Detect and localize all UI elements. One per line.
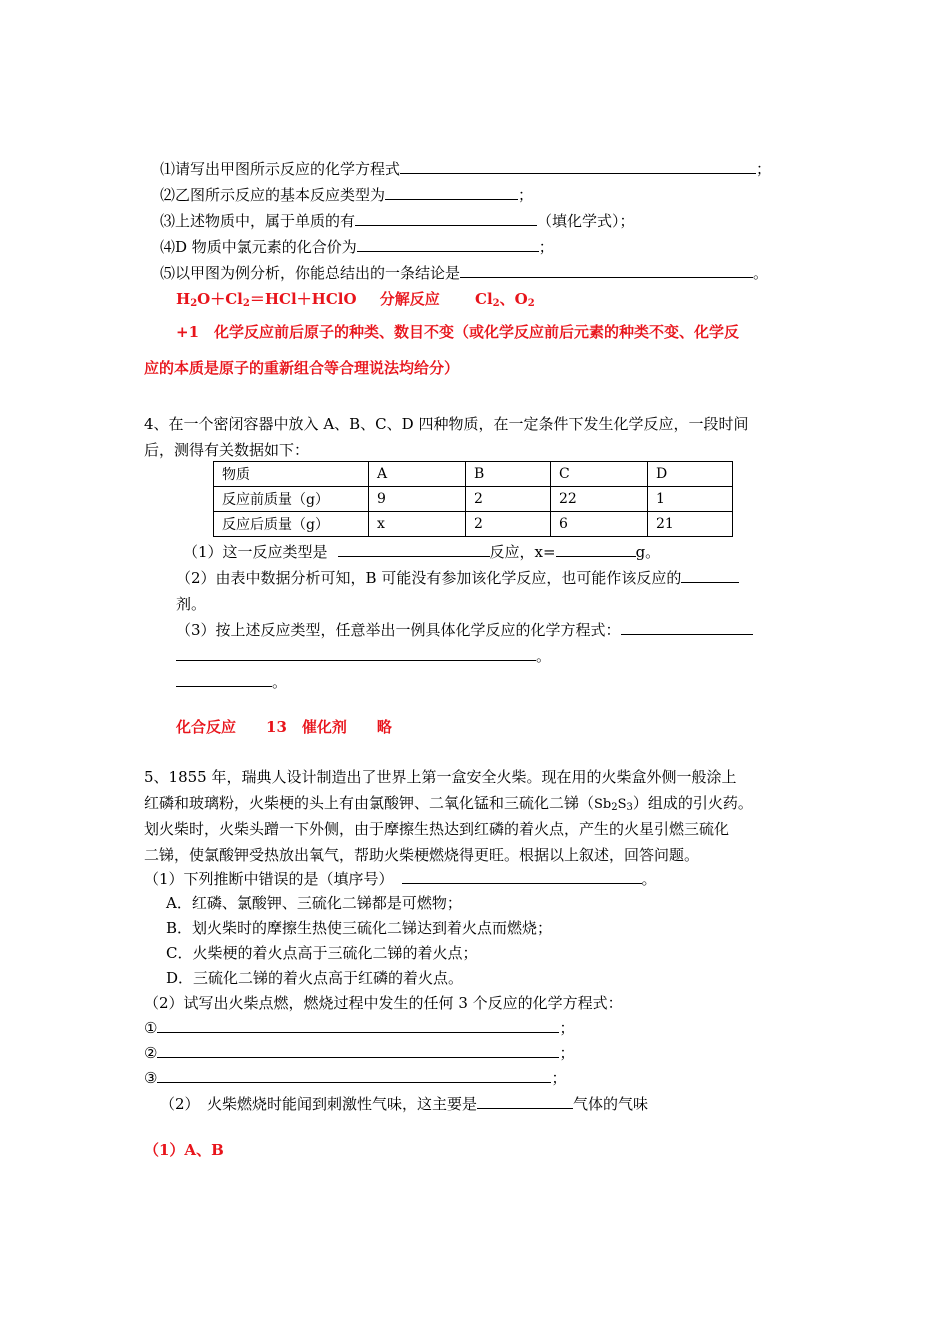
- answer-blank[interactable]: [621, 620, 753, 635]
- answer-blank[interactable]: [402, 869, 642, 884]
- table-row: 反应前质量（g） 9 2 22 1: [214, 487, 733, 512]
- answer-blank[interactable]: [338, 542, 490, 557]
- option-b: B．划火柴时的摩擦生热使三硫化二锑达到着火点而燃烧；: [166, 919, 553, 937]
- answer-blank[interactable]: [357, 237, 539, 252]
- elements: $Cl_2$、$O_2$: [475, 290, 535, 309]
- answer-blank[interactable]: [385, 185, 518, 200]
- equation-blank-3: ③ ；: [144, 1069, 567, 1087]
- answer-blank[interactable]: [681, 568, 739, 583]
- q5-sub2: （2）试写出火柴点燃，燃烧过程中发生的任何 3 个反应的化学方程式：: [144, 994, 623, 1012]
- table-header-row: 物质 A B C D: [214, 462, 733, 487]
- answer-blank[interactable]: [460, 263, 753, 278]
- q4-sub2-cont: 剂。: [176, 595, 207, 613]
- q4-sub3: （3）按上述反应类型，任意举出一例具体化学反应的化学方程式：: [176, 620, 753, 640]
- q4-sub2: （2）由表中数据分析可知，B 可能没有参加该化学反应，也可能作该反应的: [176, 568, 739, 588]
- answer-q5: （1）A、B: [144, 1141, 224, 1159]
- q3-sub4: ⑷D 物质中氯元素的化合价为 ；: [160, 238, 554, 256]
- q4-sub1: （1）这一反应类型是 反应，x= g。: [183, 543, 661, 561]
- q4-stem-line1: 4、在一个密闭容器中放入 A、B、C、D 四种物质，在一定条件下发生化学反应，一段时间: [144, 415, 749, 433]
- table-row: 反应后质量（g） x 2 6 21: [214, 512, 733, 537]
- q5-stem-line2: 红磷和玻璃粉，火柴梗的头上有由氯酸钾、二氧化锰和三硫化二锑$(Sb_2S_3)$组成的引火药。: [144, 794, 753, 813]
- q5-sub1: （1）下列推断中错误的是（填序号） 。: [144, 870, 657, 888]
- answer-blank[interactable]: [157, 1018, 559, 1033]
- answer-blank[interactable]: [400, 159, 756, 174]
- option-a: A．红磷、氯酸钾、三硫化二锑都是可燃物；: [166, 894, 462, 912]
- answer-blank[interactable]: [176, 646, 536, 661]
- answer-q3-line1: $H_2O+Cl_2=HCl+HClO$ 分解反应 $Cl_2$、$O_2$: [176, 290, 535, 309]
- q5-stem-line3: 划火柴时，火柴头蹭一下外侧，由于摩擦生热达到红磷的着火点，产生的火星引燃三硫化: [144, 820, 730, 838]
- answer-blank[interactable]: [556, 542, 636, 557]
- q4-stem-line2: 后，测得有关数据如下：: [144, 441, 310, 459]
- q3-sub5: ⑸以甲图为例分析，你能总结出的一条结论是 。: [160, 264, 769, 282]
- answer-blank[interactable]: [355, 211, 537, 226]
- option-c: C．火柴梗的着火点高于三硫化二锑的着火点；: [166, 944, 478, 962]
- answer-blank[interactable]: [157, 1068, 551, 1083]
- q5-sub3: （2） 火柴燃烧时能闻到刺激性气味，这主要是 气体的气味: [160, 1095, 649, 1113]
- answer-q3-line2: +1 化学反应前后原子的种类、数目不变（或化学反应前后元素的种类不变、化学反: [176, 323, 740, 341]
- data-table: [213, 461, 733, 537]
- answer-q4: 化合反应 13 催化剂 略: [176, 718, 392, 736]
- equation-blank-2: ② ；: [144, 1044, 575, 1062]
- answer-blank[interactable]: [176, 672, 272, 687]
- q5-stem-line1: 5、1855 年，瑞典人设计制造出了世界上第一盒安全火柴。现在用的火柴盒外侧一般涂上: [144, 768, 737, 786]
- q3-sub3: ⑶上述物质中，属于单质的有 （填化学式）；: [160, 212, 635, 230]
- q3-sub1: ⑴请写出甲图所示反应的化学方程式 ；: [160, 160, 772, 178]
- equation-blank-1: ① ；: [144, 1019, 575, 1037]
- answer-blank[interactable]: [477, 1094, 573, 1109]
- answer-q3-line3: 应的本质是原子的重新组合等合理说法均给分）: [144, 359, 460, 377]
- q3-sub2: ⑵乙图所示反应的基本反应类型为 ；: [160, 186, 534, 204]
- equation: $H_2O+Cl_2=HCl+HClO$: [176, 290, 357, 309]
- q5-stem-line4: 二锑，使氯酸钾受热放出氧气，帮助火柴梗燃烧得更旺。根据以上叙述，回答问题。: [144, 846, 700, 864]
- option-d: D．三硫化二锑的着火点高于红磷的着火点。: [166, 969, 464, 987]
- q4-sub3-cont: 。: [176, 646, 551, 666]
- formula: $Sb_2S_3$: [594, 797, 633, 813]
- answer-blank[interactable]: [157, 1043, 559, 1058]
- q4-extra: 。: [176, 672, 287, 692]
